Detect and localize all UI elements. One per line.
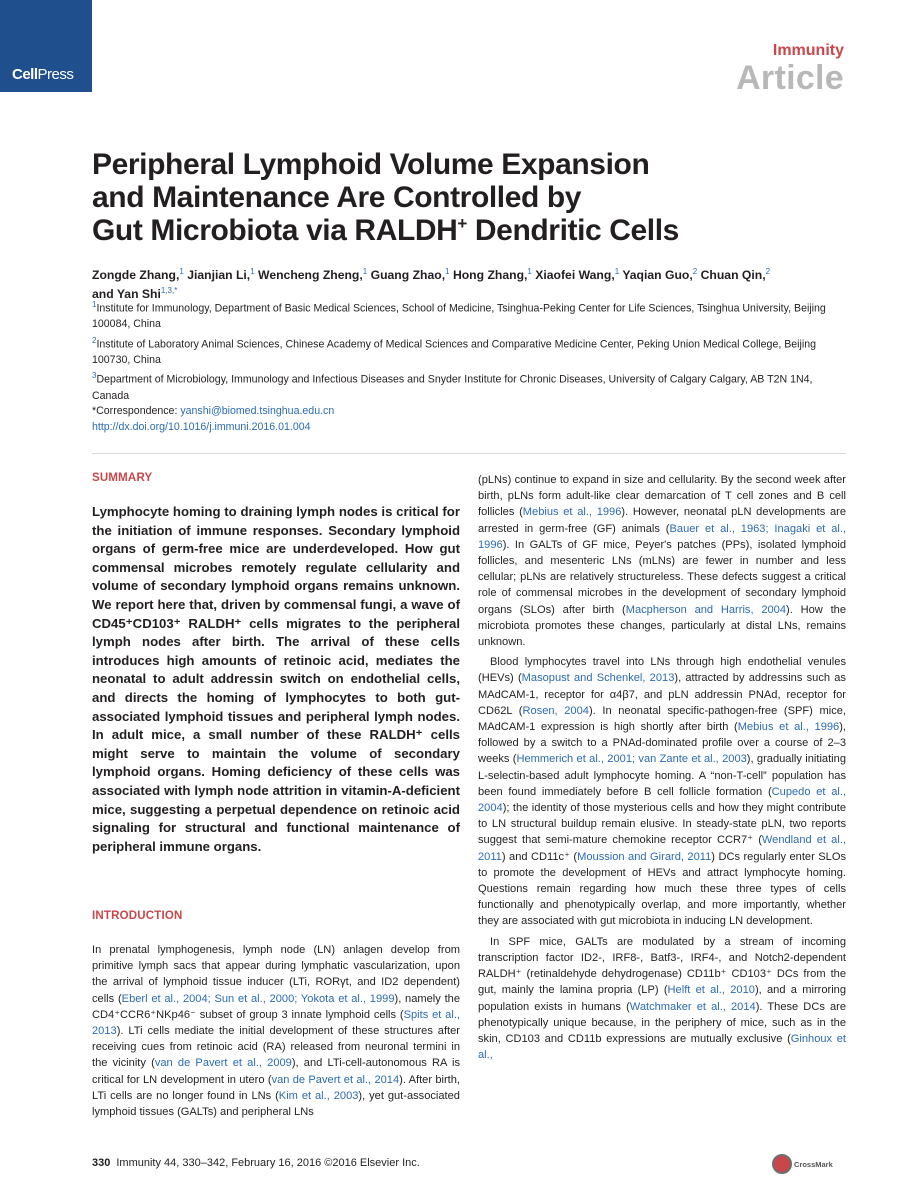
journal-citation: Immunity 44, 330–342, February 16, 2016 ©2016 Elsevier Inc. (116, 1157, 420, 1169)
introduction-heading: INTRODUCTION (92, 910, 183, 922)
crossmark-icon (772, 1154, 792, 1174)
citation-link[interactable]: Watchmaker et al., 2014 (629, 1000, 756, 1013)
citation-link[interactable]: Spits et al., 2013 (92, 1008, 460, 1038)
title-line-1: Peripheral Lymphoid Volume Expansion (92, 148, 650, 181)
correspondence: *Correspondence: yanshi@biomed.tsinghua.edu.cn (92, 405, 335, 418)
summary-heading: SUMMARY (92, 472, 153, 484)
author: Wencheng Zheng,$^1$ (258, 267, 368, 283)
citation-link[interactable]: Moussion and Girard, 2011 (577, 850, 712, 863)
page-footer (92, 1157, 420, 1169)
author: Hong Zhang,$^1$ (452, 267, 532, 283)
header-divider (92, 453, 846, 454)
body-paragraph: (pLNs) continue to expand in size and cellularity. By the second week after birth, pLNs form adult-like clear demarcation of T cell zones and B cell follicles (Mebius et al., 1996). However, neonatal pLN developments are arrested in germ-free (GF) animals (Bauer et al., 1963; Inagaki et al., 1996). In GALTs of GF mice, Peyer's patches (PPs), isolated lymphoid follicles, and mesenteric LNs (mLNs) are fewer in number and less cellular; pLNs are relatively structureless. These defects suggest a critical role of commensal microbes in the development of secondary lymphoid organs (SLOs) after birth (Macpherson and Harris, 2004). How the microbiota promotes these changes, particularly at distal LNs, remains unknown. (478, 474, 847, 649)
body-paragraph: In SPF mice, GALTs are modulated by a stream of incoming transcription factor ID2-, IRF8-, Batf3-, IRF4-, and Notch2-dependent RALDH⁺ (retinaldehyde dehydrogenase) CD11b⁺ CD103⁺ DCs from the gut, mainly the lamina propria (LP) (Helft et al., 2010), and a mirroring population exists in humans (Watchmaker et al., 2014). These DCs are phenotypically unique because, in the periphery of mice, such as in the skin, CD103 and CD11b expressions are mutually exclusive (Ginhoux et al., (478, 935, 847, 1062)
citation-link[interactable]: van de Pavert et al., 2014 (271, 1073, 400, 1086)
body-paragraph: Blood lymphocytes travel into LNs through high endothelial venules (HEVs) (Masopust and Schenkel, 2013), attracted by addressins such as MAdCAM-1, receptor for α4β7, and pLN addressin PNAd, receptor for CD62L (Rosen, 2004). In neonatal specific-pathogen-free (SPF) mice, MAdCAM-1 expression is high shortly after birth (Mebius et al., 1996), followed by a switch to a PNAd-dominated profile over a course of 2–3 weeks (Hemmerich et al., 2001; van Zante et al., 2003), gradually initiating L-selectin-based adult lymphocyte homing. A “non-T-cell” population has been found immediately before B cell follicle formation (Cupedo et al., 2004); the identity of those mysterious cells and how they might contribute to LN structural buildup remain elusive. In steady-state pLN, two reports suggest that semi-mature chemokine receptor CCR7⁺ (Wendland et al., 2011) and CD11c⁺ (Moussion and Girard, 2011) DCs regularly enter SLOs to promote the development of HEVs and attract lymphocyte homing. Questions remain regarding how much these three types of cells functionally and phenotypically overlap, and more importantly, whether they are associated with gut microbiota in inducing LN development. (478, 656, 846, 928)
citation-link[interactable]: Hemmerich et al., 2001; van Zante et al., 2003 (516, 753, 747, 766)
article-type: Article (736, 59, 844, 97)
journal-name: Immunity (772, 42, 844, 59)
title-line-3: Gut Microbiota via RALDH+ Dendritic Cells (92, 214, 679, 247)
citation-link[interactable]: Eberl et al., 2004; Sun et al., 2000; Yokota et al., 1999 (121, 992, 395, 1005)
page-number: 330 (92, 1157, 111, 1169)
citation-link[interactable]: Bauer et al., 1963; Inagaki et al., 1996 (478, 522, 847, 551)
citation-link[interactable]: Mebius et al., 1996 (522, 506, 622, 519)
citation-link[interactable]: Macpherson and Harris, 2004 (625, 603, 787, 616)
article-title (92, 148, 792, 247)
citation-link[interactable]: Rosen, 2004 (522, 704, 589, 717)
citation-link[interactable]: Ginhoux et al., (478, 1032, 847, 1062)
author: Guang Zhao,$^1$ (370, 267, 450, 283)
citation-link[interactable]: Kim et al., 2003 (278, 1089, 359, 1102)
affiliation: $^1$Institute for Immunology, Department of Basic Medical Sciences, School of Medicine, Tsinghua-Peking Center for Life Sciences, Tsinghua University, Beijing 100084, China (92, 300, 826, 331)
citation-link[interactable]: Masopust and Schenkel, 2013 (521, 672, 675, 685)
author: Jianjian Li,$^1$ (187, 267, 255, 283)
citation-link[interactable]: van de Pavert et al., 2009 (154, 1057, 292, 1070)
journal-header (736, 42, 844, 96)
crossmark-label: CrossMark (794, 1159, 833, 1169)
citation-link[interactable]: Wendland et al., 2011 (478, 834, 846, 863)
right-column (478, 472, 846, 1067)
citation-link[interactable]: Mebius et al., 1996 (737, 721, 840, 734)
author: Xiaofei Wang,$^1$ (535, 267, 620, 283)
citation-link[interactable]: Helft et al., 2010 (667, 984, 755, 997)
title-line-2: and Maintenance Are Controlled by (92, 181, 582, 214)
cellpress-logo-text: CellPress (12, 66, 74, 83)
author: Yaqian Guo,$^2$ (622, 267, 698, 283)
cellpress-logo (0, 0, 92, 92)
author: Zongde Zhang,$^1$ (92, 267, 184, 283)
introduction-paragraph: In prenatal lymphogenesis, lymph node (LN) anlagen develop from primitive lymph sacs that appear during lymphatic vascularization, upon the arrival of lymphoid tissue inducer (LTi, RORγt, and ID2 dependent) cells (Eberl et al., 2004; Sun et al., 2000; Yokota et al., 1999), namely the CD4⁺CCR6⁺NKp46⁻ subset of group 3 innate lymphoid cells (Spits et al., 2013). LTi cells mediate the initial development of these structures after receiving cues from retinoic acid (RA) released from neuronal termini in the vicinity (van de Pavert et al., 2009), and LTi-cell-autonomous RA is critical for LN development in utero (van de Pavert et al., 2014). After birth, LTi cells are no longer found in LNs (Kim et al., 2003), yet gut-associated lymphoid tissues (GALTs) and peripheral LNs (92, 944, 461, 1119)
author: Chuan Qin,$^2$ (700, 267, 771, 283)
author: and Yan Shi$^{1,3,*}$ (92, 286, 178, 302)
citation-link[interactable]: Cupedo et al., 2004 (478, 785, 846, 815)
affiliations (92, 297, 852, 435)
summary-text: Lymphocyte homing to draining lymph nodes is critical for the initiation of immune responses. Secondary lymphoid organs of germ-free mice are underdeveloped. How gut commensal microbes remotely regulate cellularity and volume of secondary lymphoid organs remains unknown. We report here that, driven by commensal fungi, a wave of CD45⁺CD103⁺ RALDH⁺ cells migrates to the peripheral lymph nodes after birth. The arrival of these cells introduces high amounts of retinoic acid, mediates the neonatal to adult addressin switch on endothelial cells, and directs the homing of lymphocytes to both gut-associated lymphoid tissues and peripheral lymph nodes. In adult mice, a small number of these RALDH⁺ cells might serve to maintain the volume of secondary lymphoid organs. Homing deficiency of these cells was associated with lymph node attrition in vitamin-A-deficient mice, suggesting a perpetual dependence on retinoic acid signaling for structural and functional maintenance of peripheral immune organs. (92, 504, 460, 854)
doi-link[interactable]: http://dx.doi.org/10.1016/j.immuni.2016.01.004 (92, 420, 311, 433)
affiliation: $^2$Institute of Laboratory Animal Sciences, Chinese Academy of Medical Sciences and Comparative Medicine Center, Peking Union Medical College, Beijing 100730, China (92, 335, 817, 366)
crossmark-badge[interactable] (772, 1153, 833, 1175)
affiliation: $^3$Department of Microbiology, Immunology and Infectious Diseases and Snyder Institute for Chronic Diseases, University of Calgary Calgary, AB T2N 1N4, Canada (92, 371, 813, 402)
correspondence-email-link[interactable]: yanshi@biomed.tsinghua.edu.cn (180, 405, 335, 418)
